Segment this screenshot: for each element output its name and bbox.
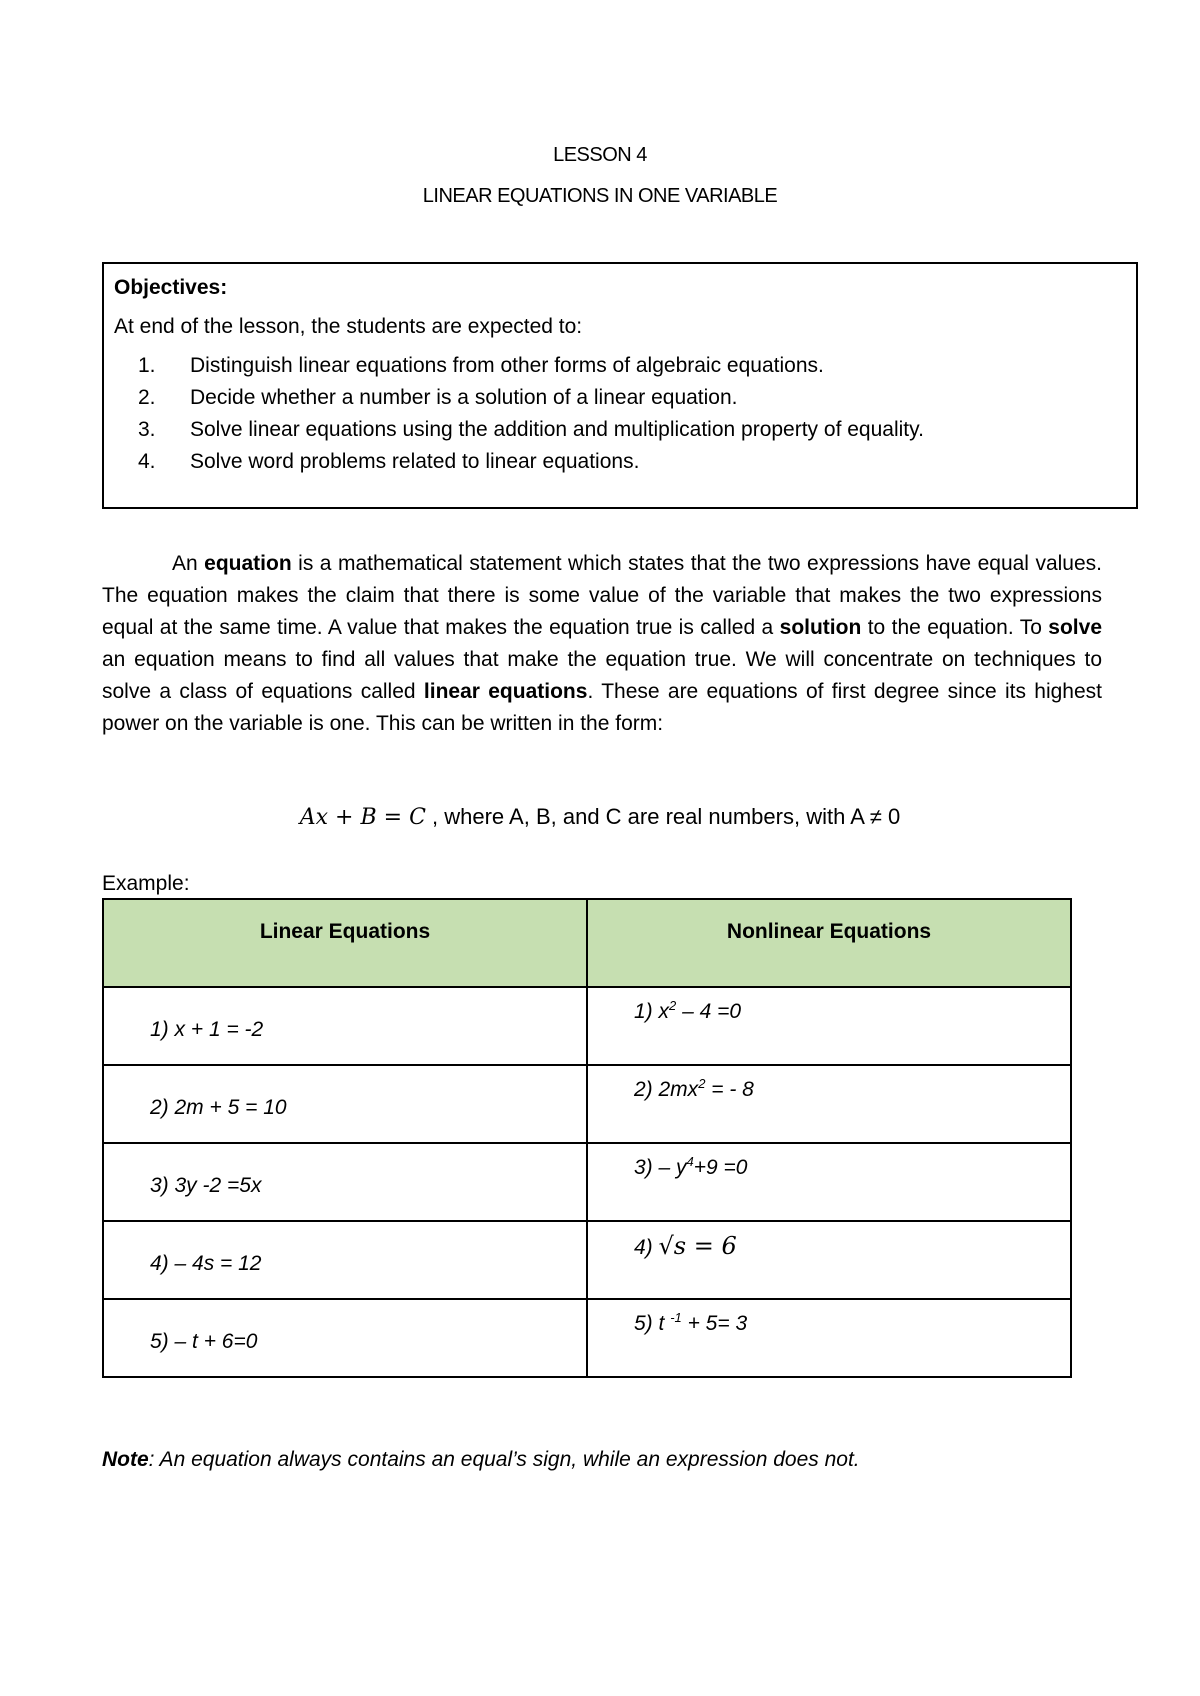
lesson-number: LESSON 4 [553,144,647,166]
linear-equation: 2) 2m + 5 = 10 [150,1096,287,1119]
objective-item: 1. Distinguish linear equations from other forms of algebraic equations. [138,354,824,377]
header-linear: Linear Equations [103,899,587,987]
nonlinear-equation: 2) $2mx^2$ = - 8 [634,1076,754,1101]
formula-text: , where A, B, and C are real numbers, with A ≠ 0 [425,804,901,829]
term-equation: equation [204,552,292,575]
table-row [103,1299,1071,1377]
term-solve: solve [1048,616,1102,639]
term-solution: solution [779,616,862,639]
note [102,1448,860,1472]
linear-equation: 3) 3y -2 =5x [150,1174,262,1197]
example-label: Example: [102,872,190,895]
header-nonlinear: Nonlinear Equations [587,899,1071,987]
nonlinear-equation: $3) - y^4+9 =0$ [634,1154,748,1179]
objectives-heading: Objectives: [114,276,228,299]
definition-paragraph: An equation is a mathematical statement which states that the two expressions have equal values. The equation makes the claim that there is some value of the variable that makes the two expressions equal at the same time. A value that makes the equation true is called a solution to the equation. To solve an equation means to find all values that make the equation true. We will concentrate on techniques to solve a class of equations called linear equations. These are equations of first degree since its highest power on the variable is one. This can be written in the form: [102,552,1102,735]
objective-item: 3. Solve linear equations using the addition and multiplication property of equality. [138,418,924,441]
objective-item: 2. Decide whether a number is a solution of a linear equation. [138,386,738,409]
equations-table [102,898,1072,1378]
table-row [103,1065,1071,1143]
formula-math: Ax + B = C [299,805,426,830]
nonlinear-equation: 1) $x^2 - 4 =0$ [634,998,742,1023]
table-row [103,987,1071,1065]
table-row [103,1221,1071,1299]
nonlinear-equation: 5) t $^{-1}$ + 5= 3 [634,1310,748,1335]
term-linear-equations: linear equations [423,680,588,703]
table-row [103,1143,1071,1221]
lesson-title: LINEAR EQUATIONS IN ONE VARIABLE [422,185,778,207]
objectives-box [102,262,1138,509]
linear-equation: 5) – t + 6=0 [150,1330,258,1353]
objective-item: 4. Solve word problems related to linear equations. [138,450,640,473]
linear-equation: 1) x + 1 = -2 [150,1018,264,1041]
nonlinear-equation: 4) √s = 6 [634,1232,737,1260]
general-form-formula [0,804,1200,830]
objectives-intro: At end of the lesson, the students are expected to: [114,315,583,338]
table-header-row [103,899,1071,987]
note-label: Note [102,1448,149,1471]
linear-equation: 4) – 4s = 12 [150,1252,262,1275]
objectives-list [114,351,924,479]
note-text: : An equation always contains an equal’s sign, while an expression does not. [148,1448,860,1471]
